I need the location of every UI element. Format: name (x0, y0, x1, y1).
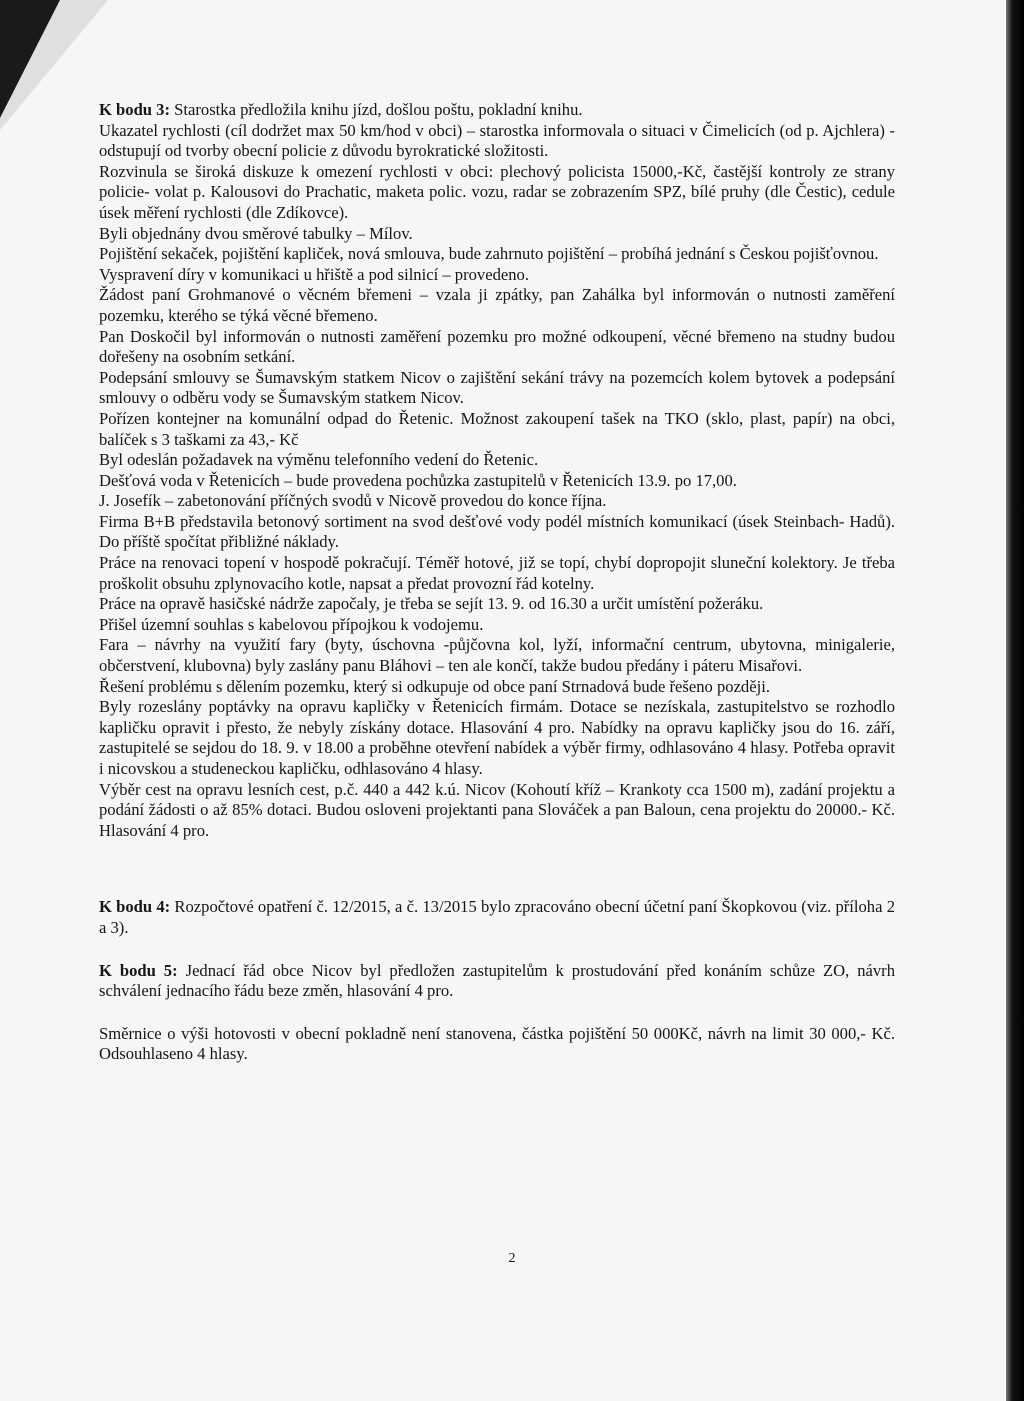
paragraph (99, 594, 895, 615)
section-spacer (99, 1002, 895, 1024)
paragraph (99, 121, 895, 162)
paragraph (99, 697, 895, 779)
paragraph-text: Firma B+B představila betonový sortiment na svod dešťové vody podél místních komunikací (úsek Steinbach- Hadů). Do příště spočítat přibližné náklady. (99, 511, 895, 552)
section-spacer (99, 841, 895, 897)
paragraph (99, 491, 895, 512)
paragraph-text: Rozvinula se široká diskuze k omezení rychlosti v obci: plechový policista 15000,-Kč, častější kontroly ze strany policie- volat p. Kalousovi do Prachatic, maketa polic. vozu, radar se zobrazením SPZ, bílé pruhy (dle Čestic), cedule úsek měření rychlosti (dle Zdíkovce). (99, 161, 895, 222)
paragraph (99, 162, 895, 224)
paragraph-text: Starostka předložila knihu jízd, došlou poštu, pokladní knihu. (174, 100, 583, 119)
section-1 (99, 100, 895, 841)
paragraph-text: Žádost paní Grohmanové o věcném břemeni – vzala ji zpátky, pan Zahálka byl informován o nutnosti zaměření pozemku, kterého se týká věcné břemeno. (99, 285, 895, 325)
paragraph (99, 961, 895, 1002)
paragraph-text: Byl odeslán požadavek na výměnu telefonního vedení do Řetenic. (99, 450, 539, 470)
paragraph-text: Pořízen kontejner na komunální odpad do Řetenic. Možnost zakoupení tašek na TKO (sklo, plast, papír) na obci, balíček s 3 taškami za 43,- Kč (99, 408, 895, 449)
page-number: 2 (508, 1251, 516, 1266)
paragraph-text: Rozpočtové opatření č. 12/2015, a č. 13/2015 bylo zpracováno obecní účetní paní Škopkovou (viz. příloha 2 a 3). (99, 897, 895, 937)
paragraph (99, 512, 895, 553)
paragraph (99, 553, 895, 594)
paragraph (99, 471, 895, 492)
section-label: K bodu 5: (99, 960, 178, 980)
scan-shadow-right-edge (1006, 0, 1024, 1401)
paragraph-text: Ukazatel rychlosti (cíl dodržet max 50 km/hod v obci) – starostka informovala o situaci v Čimelicích (od p. Ajchlera) - odstupují od tvorby obecní policie z důvodu byrokratické složitosti. (99, 120, 895, 161)
paragraph (99, 615, 895, 636)
paragraph-text: Práce na opravě hasičské nádrže započaly, je třeba se sejít 13. 9. od 16.30 a určit umístění požeráku. (99, 594, 764, 614)
paragraph-text: Pojištění sekaček, pojištění kapliček, nová smlouva, bude zahrnuto pojištění – probíhá jednání s Českou pojišťovnou. (99, 244, 879, 264)
paragraph (99, 450, 895, 471)
paragraph (99, 327, 895, 368)
paragraph (99, 409, 895, 450)
paragraph-text: Řešení problému s dělením pozemku, který si odkupuje od obce paní Strnadová bude řešeno později. (99, 676, 770, 696)
paragraph (99, 677, 895, 698)
paragraph (99, 224, 895, 245)
paragraph-text: Podepsání smlouvy se Šumavským statkem Nicov o zajištění sekání trávy na pozemcích kolem bytovek a podepsání smlouvy o odběru vody se Šumavským statkem Nicov. (99, 367, 895, 408)
section-3 (99, 961, 895, 1002)
paragraph (99, 368, 895, 409)
scan-shadow-corner (0, 0, 110, 140)
paragraph-text: Byly rozeslány poptávky na opravu kapličky v Řetenicích firmám. Dotace se nezískala, zastupitelstvo se rozhodlo kapličku opravit i přesto, že nebyly získány dotace. Hlasování 4 pro. Nabídky na opravu kapličky jsou do 16. září, zastupitelé se sejdou do 18. 9. v 18.00 a proběhne otevření nabídek a výběr firmy, odhlasováno 4 hlasy. Potřeba opravit i nicovskou a studeneckou kapličku, odhlasováno 4 hlasy. (99, 697, 895, 778)
paragraph (99, 100, 895, 121)
paragraph-text: Výběr cest na opravu lesních cest, p.č. 440 a 442 k.ú. Nicov (Kohoutí kříž – Krankoty cca 1500 m), zadání projektu a podání žádosti o až 85% dotaci. Budou osloveni projektanti pana Slováček a pan Baloun, cena projektu do 20000.- Kč. Hlasování 4 pro. (99, 779, 895, 840)
paragraph (99, 285, 895, 326)
document-page (99, 100, 895, 1065)
section-label: K bodu 4: (99, 897, 171, 917)
paragraph-text: Přišel územní souhlas s kabelovou přípojkou k vodojemu. (99, 614, 484, 634)
paragraph-text: Směrnice o výši hotovosti v obecní pokladně není stanovena, částka pojištění 50 000Kč, návrh na limit 30 000,- Kč. Odsouhlaseno 4 hlasy. (99, 1023, 895, 1064)
section-spacer (99, 939, 895, 961)
paragraph (99, 265, 895, 286)
paragraph (99, 897, 895, 938)
paragraph-text: Práce na renovaci topení v hospodě pokračují. Téměř hotové, již se topí, chybí dopropojit sluneční kolektory. Je třeba proškolit obsuhu zplynovacího kotle, napsat a předat provozní řád kotelny. (99, 553, 895, 593)
paragraph (99, 244, 895, 265)
paragraph-text: J. Josefík – zabetonování příčných svodů v Nicově provedou do konce října. (99, 491, 607, 511)
section-label: K bodu 3: (99, 100, 171, 119)
paragraph (99, 780, 895, 842)
paragraph (99, 635, 895, 676)
paragraph-text: Dešťová voda v Řetenicích – bude provedena pochůzka zastupitelů v Řetenicích 13.9. po 17,00. (99, 470, 737, 490)
paragraph-text: Byli objednány dvou směrové tabulky – Mílov. (99, 223, 413, 243)
paragraph-text: Pan Doskočil byl informován o nutnosti zaměření pozemku pro možné odkoupení, věcné břemeno na studny budou dořešeny na osobním setkání. (99, 326, 895, 367)
paragraph-text: Jednací řád obce Nicov byl předložen zastupitelům k prostudování před konáním schůze ZO, návrh schválení jednacího řádu beze změn, hlasování 4 pro. (99, 960, 895, 1001)
paragraph-text: Fara – návrhy na využití fary (byty, úschovna -půjčovna kol, lyží, informační centrum, ubytovna, minigalerie, občerstvení, klubovna) byly zaslány panu Bláhovi – ten ale končí, takže budou předány i páteru Misařovi. (99, 635, 895, 676)
section-4 (99, 1024, 895, 1065)
paragraph-text: Vyspravení díry v komunikaci u hřiště a pod silnicí – provedeno. (99, 264, 529, 284)
section-2 (99, 897, 895, 938)
paragraph (99, 1024, 895, 1065)
